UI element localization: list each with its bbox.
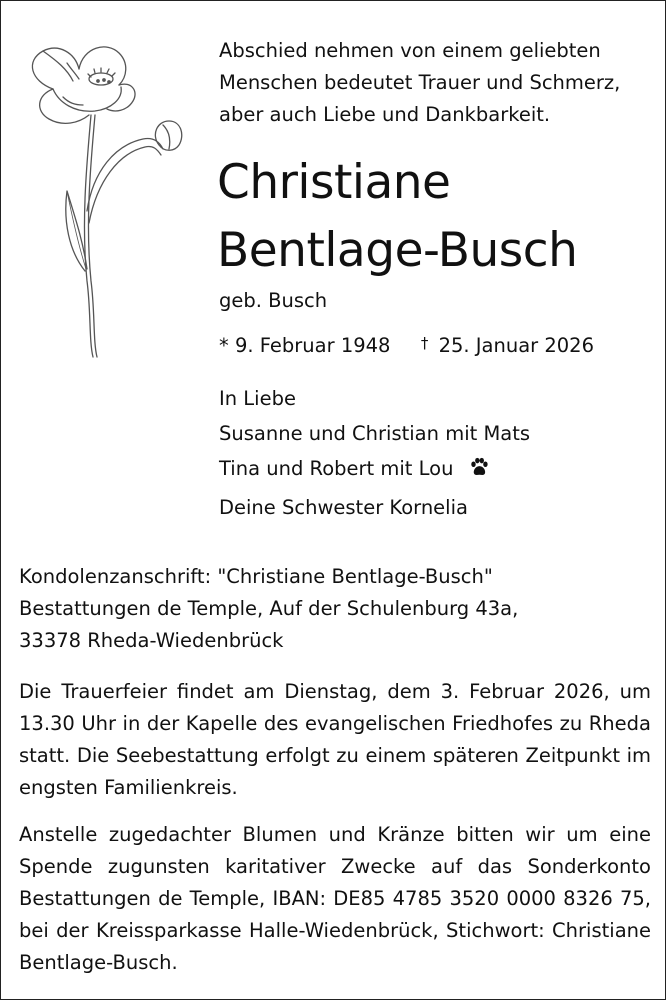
condolence-address (19, 561, 649, 657)
condolence-line: Bestattungen de Temple, Auf der Schulenburg 43a, (19, 597, 519, 620)
deceased-last-name: Bentlage-Busch (217, 223, 578, 278)
mourners-line: Susanne und Christian mit Mats (219, 422, 531, 445)
intro-line: aber auch Liebe und Dankbarkeit. (219, 103, 551, 126)
condolence-line: Kondolenzanschrift: "Christiane Bentlage-Busch" (19, 565, 493, 588)
donation-paragraph: Anstelle zugedachter Blumen und Kränze bitten wir um eine Spende zugunsten karitativer Zwecke auf das Sonderkonto Bestattungen de Temple, IBAN: DE85 4785 3520 0000 8326 75, bei der Kreissparkasse Halle-Wiedenbrück, Stichwort: Christiane Bentlage-Busch. (19, 823, 651, 974)
mourners-list (219, 381, 530, 486)
mourners-line: In Liebe (219, 387, 296, 410)
condolence-line: 33378 Rheda-Wiedenbrück (19, 629, 284, 652)
intro-quote (219, 35, 649, 131)
cross-symbol: † (420, 334, 429, 352)
intro-line: Abschied nehmen von einem geliebten (219, 39, 601, 62)
intro-line: Menschen bedeutet Trauer und Schmerz, (219, 71, 621, 94)
deceased-first-name: Christiane (217, 155, 451, 210)
birth-date: * 9. Februar 1948 (219, 334, 391, 357)
poppy-flower-illustration (23, 41, 193, 361)
death-date: 25. Januar 2026 (438, 334, 594, 357)
deceased-name (217, 149, 577, 285)
life-dates (219, 331, 594, 362)
birth-name: geb. Busch (219, 289, 328, 312)
mourners-line-text: Tina und Robert mit Lou (219, 457, 454, 480)
ceremony-paragraph: Die Trauerfeier findet am Dienstag, dem 3. Februar 2026, um 13.30 Uhr in der Kapelle des evangelischen Friedhofes zu Rheda statt. Die Seebestattung erfolgt zu einem späteren Zeitpunkt im engsten Familienkreis. (19, 680, 651, 799)
paw-print-icon (468, 456, 490, 478)
mourners-line (219, 451, 530, 486)
sister-line: Deine Schwester Kornelia (219, 496, 468, 519)
